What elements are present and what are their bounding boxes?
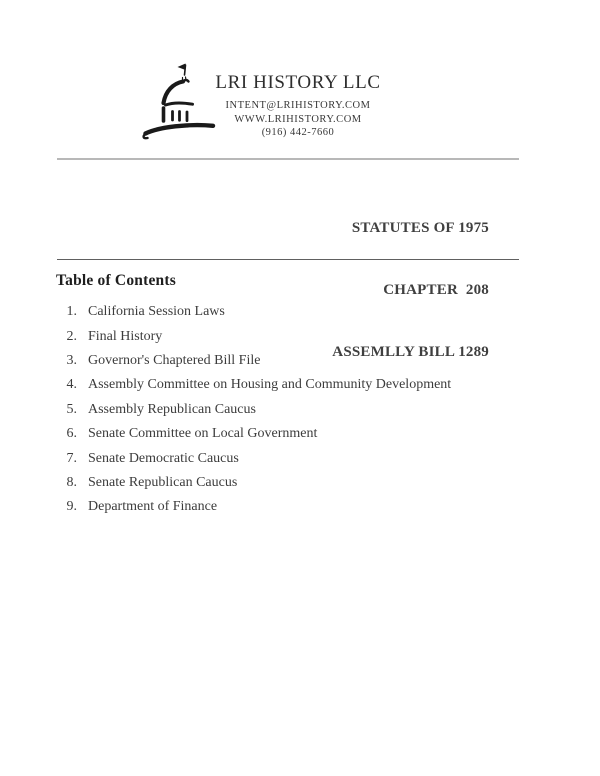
toc-item <box>56 471 451 495</box>
toc-list <box>56 300 451 520</box>
statutes-line: STATUTES OF 1975 <box>351 219 489 236</box>
toc-item <box>56 422 451 446</box>
toc-heading: Table of Contents <box>56 272 176 289</box>
toc-item-number: 3. <box>66 352 77 368</box>
chapter-line: CHAPTER 208 <box>383 281 489 298</box>
toc-item-number: 8. <box>66 474 77 490</box>
divider-bottom <box>57 259 519 260</box>
toc-item <box>56 446 451 470</box>
toc-item-number: 2. <box>66 328 77 344</box>
toc-item <box>56 373 451 397</box>
toc-item-label: Assembly Republican Caucus <box>88 401 256 417</box>
toc-item-number: 9. <box>66 499 77 515</box>
company-name: LRI HISTORY LLC <box>215 72 381 93</box>
toc-item-number: 5. <box>66 401 77 417</box>
toc-item <box>56 324 451 348</box>
letterhead <box>203 72 393 140</box>
toc-item-label: Senate Republican Caucus <box>88 474 238 490</box>
toc-item <box>56 349 451 373</box>
toc-item-label: California Session Laws <box>88 304 225 320</box>
toc-item-number: 6. <box>66 426 77 442</box>
toc-item <box>56 495 451 519</box>
toc-item-label: Senate Committee on Local Government <box>88 426 318 442</box>
assembly-bill-line: ASSEMLLY BILL 1289 <box>332 344 489 361</box>
toc-item-number: 7. <box>66 450 77 466</box>
toc-item-label: Governor's Chaptered Bill File <box>88 352 261 368</box>
toc-item-label: Department of Finance <box>88 499 218 515</box>
toc-item <box>56 398 451 422</box>
toc-item-label: Assembly Committee on Housing and Community Development <box>88 377 452 393</box>
toc-item-label: Senate Democratic Caucus <box>88 450 239 466</box>
toc-item-number: 4. <box>66 377 77 393</box>
company-website: WWW.LRIHISTORY.COM <box>234 113 362 125</box>
toc-item-number: 1. <box>66 304 77 320</box>
divider-top <box>57 158 519 160</box>
company-phone: (916) 442-7660 <box>261 127 335 138</box>
company-email: INTENT@LRIHISTORY.COM <box>225 100 371 111</box>
toc-item <box>56 300 451 324</box>
toc-item-label: Final History <box>88 328 163 344</box>
